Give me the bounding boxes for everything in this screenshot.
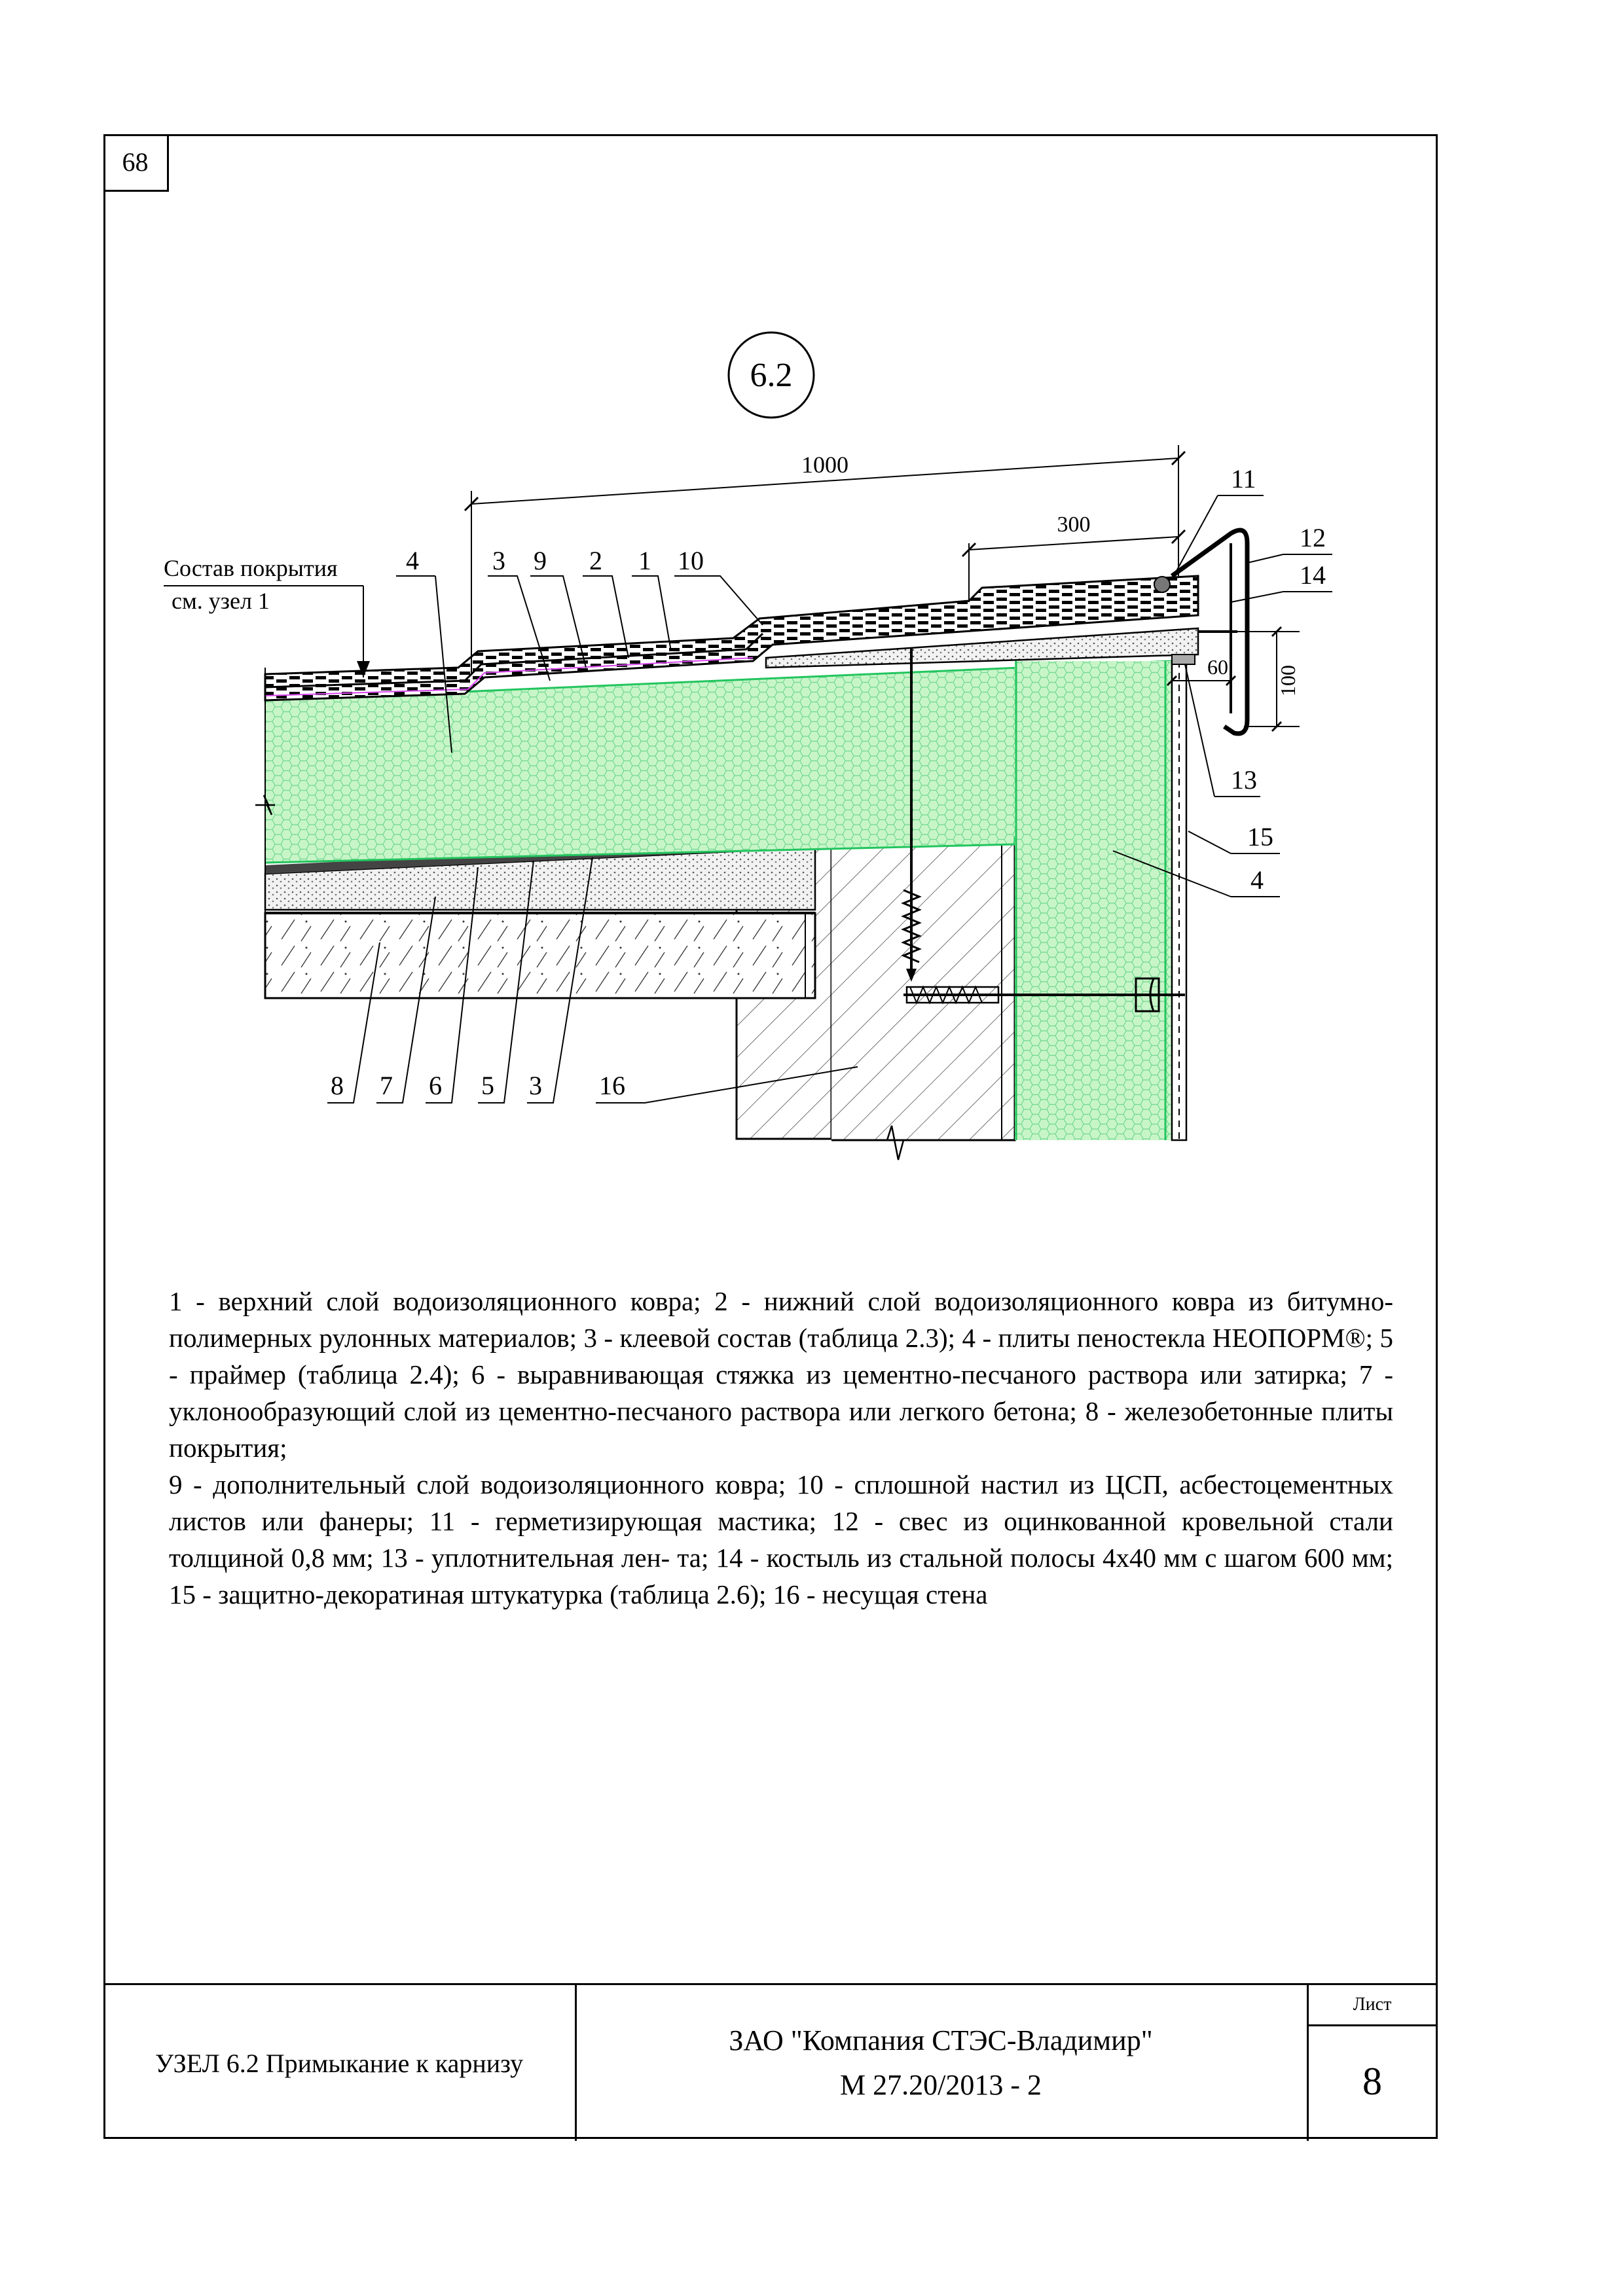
svg-text:16: 16	[599, 1071, 625, 1100]
document-code: М 27.20/2013 - 2	[840, 2069, 1042, 2101]
svg-text:2: 2	[589, 546, 602, 575]
roof-slab	[265, 913, 815, 998]
company-name: ЗАО "Компания СТЭС-Владимир"	[729, 2024, 1153, 2056]
coating-note	[164, 555, 370, 677]
svg-text:13: 13	[1231, 765, 1257, 795]
svg-text:9: 9	[534, 546, 547, 575]
svg-text:Состав покрытия: Состав покрытия	[164, 555, 338, 581]
svg-text:60: 60	[1207, 655, 1228, 679]
title-block-sheet	[1307, 1985, 1438, 2141]
svg-text:1000: 1000	[801, 452, 848, 478]
legend-paragraph-2: 9 - дополнительный слой водоизоляционного ковра; 10 - сплошной настил из ЦСП, асбестоцементных листов или фанеры; 11 - герметизирующая мастика; 12 - свес из оцинкованной кровельной стали толщиной 0,8 мм; 13 - уплотнительная лен- та; 14 - костыль из стальной полосы 4х40 мм с шагом 600 мм; 15 - защитно-декоратиная штукатурка (таблица 2.6); 16 - несущая стена	[169, 1469, 1393, 1609]
title-block-company	[575, 1985, 1309, 2141]
svg-text:12: 12	[1300, 523, 1326, 552]
sheet-label: Лист	[1307, 1985, 1438, 2026]
svg-text:7: 7	[380, 1071, 393, 1100]
svg-text:15: 15	[1247, 822, 1273, 852]
page-number: 68	[103, 134, 169, 192]
sealing-tape	[1172, 655, 1195, 664]
svg-text:300: 300	[1057, 512, 1091, 537]
svg-text:6.2: 6.2	[750, 357, 793, 394]
facade-insulation	[1015, 661, 1172, 1140]
title-block	[103, 1983, 1438, 2141]
node-label	[729, 332, 814, 418]
title-block-title: УЗЕЛ 6.2 Примыкание к карнизу	[103, 1985, 577, 2141]
svg-text:3: 3	[529, 1071, 542, 1100]
svg-text:14: 14	[1300, 560, 1326, 590]
svg-text:11: 11	[1231, 464, 1256, 493]
svg-text:4: 4	[1250, 865, 1264, 895]
svg-text:3: 3	[492, 546, 505, 575]
svg-text:4: 4	[406, 546, 419, 575]
sheet-number: 8	[1362, 2060, 1382, 2103]
svg-text:10: 10	[678, 546, 704, 575]
svg-text:см. узел 1: см. узел 1	[172, 588, 270, 614]
svg-text:8: 8	[331, 1071, 344, 1100]
sealing-mastic	[1154, 577, 1170, 592]
svg-text:5: 5	[481, 1071, 494, 1100]
legend	[169, 1283, 1393, 1613]
svg-text:100: 100	[1276, 665, 1300, 696]
svg-text:6: 6	[429, 1071, 442, 1100]
svg-text:1: 1	[638, 546, 651, 575]
decorative-plaster	[1172, 661, 1186, 1140]
legend-paragraph-1: 1 - верхний слой водоизоляционного ковра; 2 - нижний слой водоизоляционного ковра из битумно-полимерных рулонных материалов; 3 - клеевой состав (таблица 2.3); 4 - плиты пеностекла НЕОПОРМ®; 5 - праймер (таблица 2.4); 6 - выравнивающая стяжка из цементно-песчаного раствора или затирка; 7 - уклонообразующий слой из цементно-песчаного раствора или легкого бетона; 8 - железобетонные плиты покрытия;	[169, 1286, 1393, 1463]
